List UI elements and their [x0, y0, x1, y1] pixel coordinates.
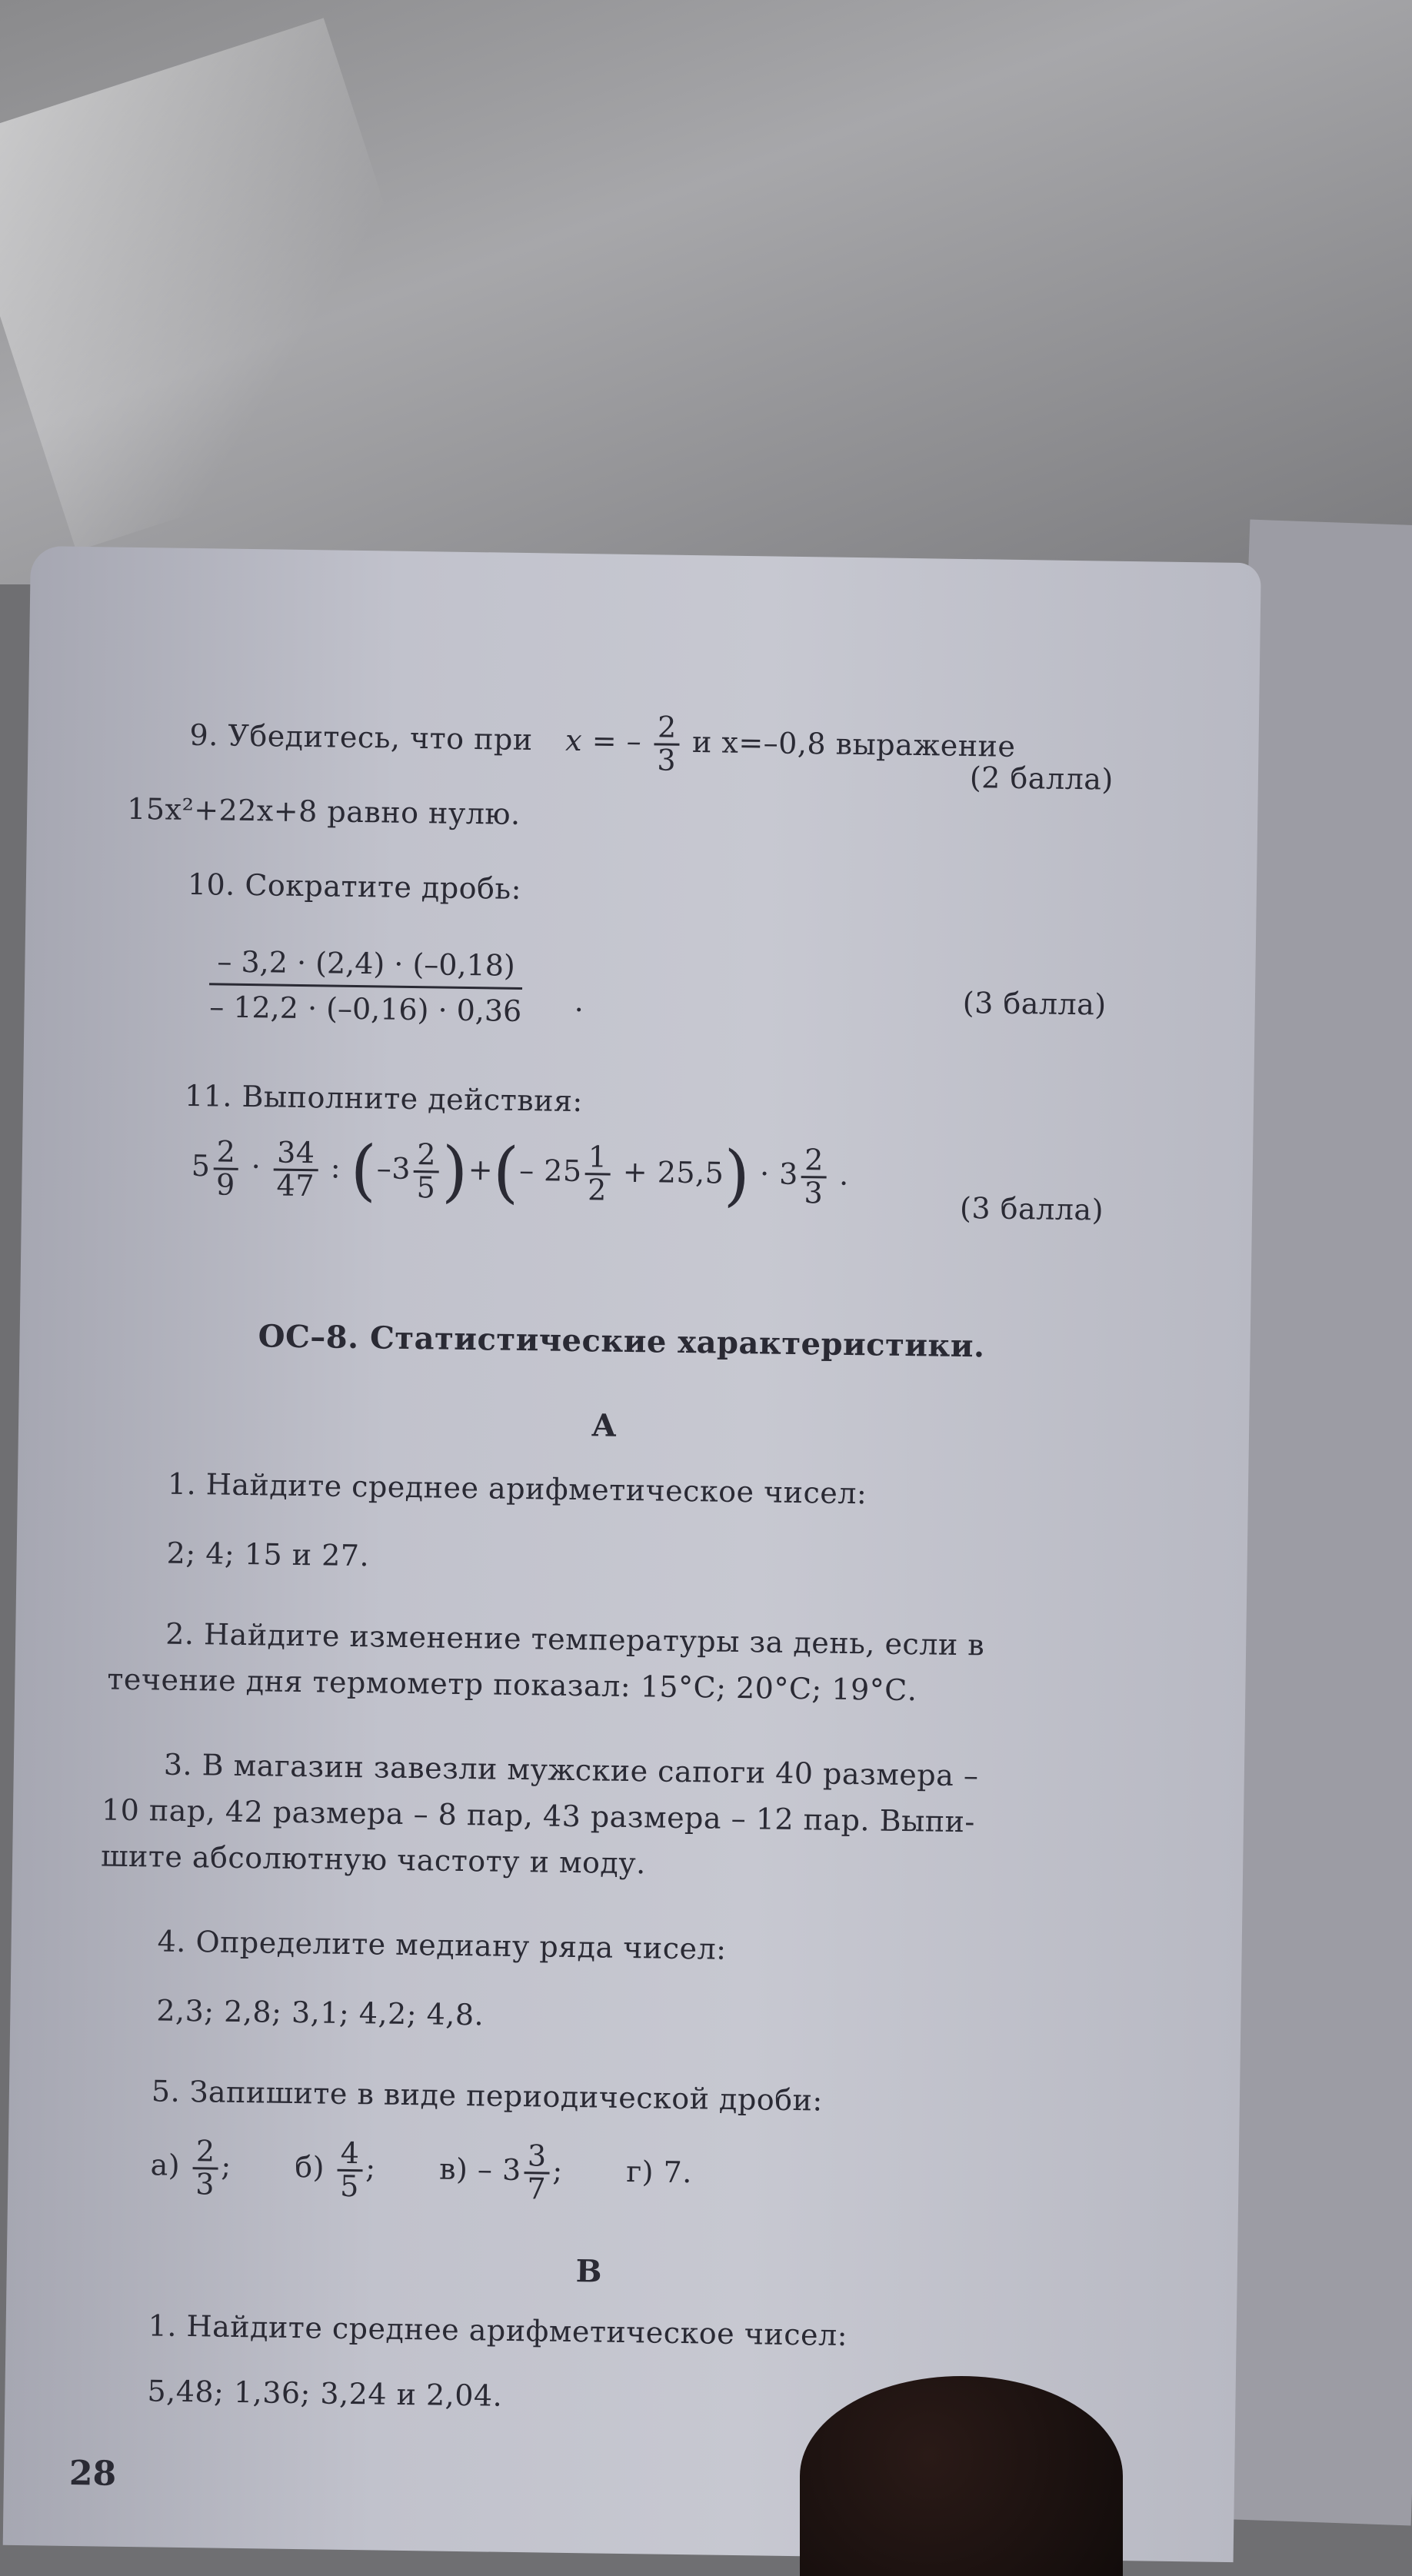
- task11-frac1: [213, 1134, 239, 1202]
- task10-title: 10. Сократите дробь:: [187, 867, 522, 906]
- a3-line2: 10 пар, 42 размера – 8 пар, 43 размера – 12 пар. Выпи-: [101, 1792, 976, 1839]
- paren-close-1: ): [441, 1133, 469, 1210]
- task9-intro: 9. Убедитесь, что при: [189, 717, 533, 757]
- task9-frac-num: 2: [654, 712, 680, 745]
- a5-c-label: в): [438, 2152, 468, 2187]
- task11-expression: [191, 1131, 850, 1215]
- a5-sep-a: ;: [221, 2148, 231, 2183]
- a5-c-num: 3: [525, 2141, 550, 2174]
- a3-line3: шите абсолютную частоту и моду.: [100, 1839, 647, 1881]
- task11-w3: – 25: [518, 1153, 582, 1188]
- task11-frac3: [413, 1137, 439, 1205]
- task11-dot2: ·: [759, 1157, 770, 1191]
- a5-c-whole: – 3: [477, 2152, 522, 2187]
- task11-f1n: 2: [213, 1137, 238, 1170]
- finger: [800, 2376, 1123, 2576]
- b1-question: 1. Найдите среднее арифметическое чисел:: [148, 2308, 848, 2353]
- level-b-heading: В: [575, 2253, 603, 2290]
- task9-fraction: [654, 712, 680, 776]
- task11-frac5: [801, 1145, 827, 1209]
- task11-f3d: 5: [416, 1170, 436, 1205]
- task11-f4n: 1: [585, 1142, 611, 1175]
- a5-options: [150, 2135, 692, 2207]
- a5-question: 5. Запишите в виде периодической дроби:: [151, 2074, 824, 2118]
- task9-points: (2 балла): [969, 760, 1114, 797]
- a5-b-frac: [337, 2135, 363, 2204]
- task9-line1: [189, 706, 1016, 781]
- task10-tail: .: [574, 983, 584, 1019]
- task11-mid: + 25,5: [622, 1154, 724, 1190]
- level-a-heading: А: [591, 1407, 618, 1444]
- book-page: [3, 546, 1261, 2562]
- task11-tail: .: [838, 1157, 850, 1192]
- task11-frac4: [584, 1142, 611, 1206]
- task11-f1d: 9: [215, 1167, 236, 1202]
- a5-a-frac: [192, 2136, 218, 2200]
- task11-colon: :: [330, 1150, 341, 1185]
- task9-frac-den: 3: [657, 743, 677, 777]
- task11-f2n: 34: [274, 1137, 318, 1171]
- a4-question: 4. Определите медиану ряда чисел:: [157, 1924, 727, 1966]
- a5-a-label: а): [150, 2148, 181, 2182]
- a5-sep-c: ;: [552, 2153, 564, 2188]
- a5-c-frac: [524, 2138, 550, 2206]
- b1-data: 5,48; 1,36; 3,24 и 2,04.: [147, 2374, 503, 2413]
- task11-f4d: 2: [587, 1173, 608, 1207]
- task11-f5d: 3: [804, 1176, 824, 1210]
- task10-denominator: – 12,2 · (–0,16) · 0,36: [208, 990, 522, 1028]
- task10-fraction: [208, 944, 523, 1028]
- a5-b-label: б): [294, 2149, 325, 2185]
- task11-plus: +: [468, 1152, 494, 1187]
- a3-line1: 3. В магазин завезли мужские сапоги 40 размера –: [163, 1747, 979, 1793]
- a5-b-den: 5: [339, 2168, 360, 2204]
- task10-numerator: – 3,2 · (2,4) · (–0,18): [209, 944, 523, 990]
- task9-x-expr: x = –: [564, 723, 642, 759]
- task11-f5n: 2: [801, 1145, 827, 1178]
- a5-b-num: 4: [337, 2138, 362, 2172]
- a2-line2: течение дня термометр показал: 15°С; 20°С; 19°С.: [107, 1662, 917, 1708]
- task11-frac2: [273, 1137, 318, 1202]
- a2-line1: 2. Найдите изменение температуры за день, если в: [165, 1616, 985, 1662]
- a1-question: 1. Найдите среднее арифметическое чисел:: [167, 1466, 868, 1511]
- a5-a-num: 2: [193, 2136, 218, 2169]
- paren-close-2: ): [723, 1137, 751, 1215]
- task10-points: (3 балла): [962, 985, 1107, 1022]
- section-title: ОС–8. Статистические характеристики.: [258, 1318, 985, 1365]
- task11-f2d: 47: [276, 1168, 315, 1203]
- a5-c-den: 7: [527, 2172, 547, 2206]
- a5-sep-b: ;: [365, 2151, 376, 2185]
- task11-w4: 3: [778, 1157, 799, 1191]
- task9-line1-end: и x=–0,8 выражение: [691, 724, 1016, 764]
- paren-open-1: (: [350, 1131, 378, 1210]
- paren-open-2: (: [492, 1133, 520, 1211]
- task11-w1: 5: [191, 1148, 211, 1183]
- task11-points: (3 балла): [959, 1190, 1104, 1227]
- page-number: 28: [68, 2453, 117, 2494]
- task11-title: 11. Выполните действия:: [184, 1078, 584, 1119]
- a5-d-label: г) 7.: [625, 2154, 693, 2190]
- task11-dot1: ·: [251, 1149, 261, 1184]
- task9-line2: 15x²+22x+8 равно нулю.: [126, 791, 521, 831]
- a4-data: 2,3; 2,8; 3,1; 4,2; 4,8.: [156, 1993, 485, 2032]
- a1-data: 2; 4; 15 и 27.: [166, 1536, 370, 1573]
- task11-w2: –3: [376, 1151, 411, 1186]
- task11-f3n: 2: [414, 1140, 439, 1173]
- a5-a-den: 3: [195, 2167, 215, 2202]
